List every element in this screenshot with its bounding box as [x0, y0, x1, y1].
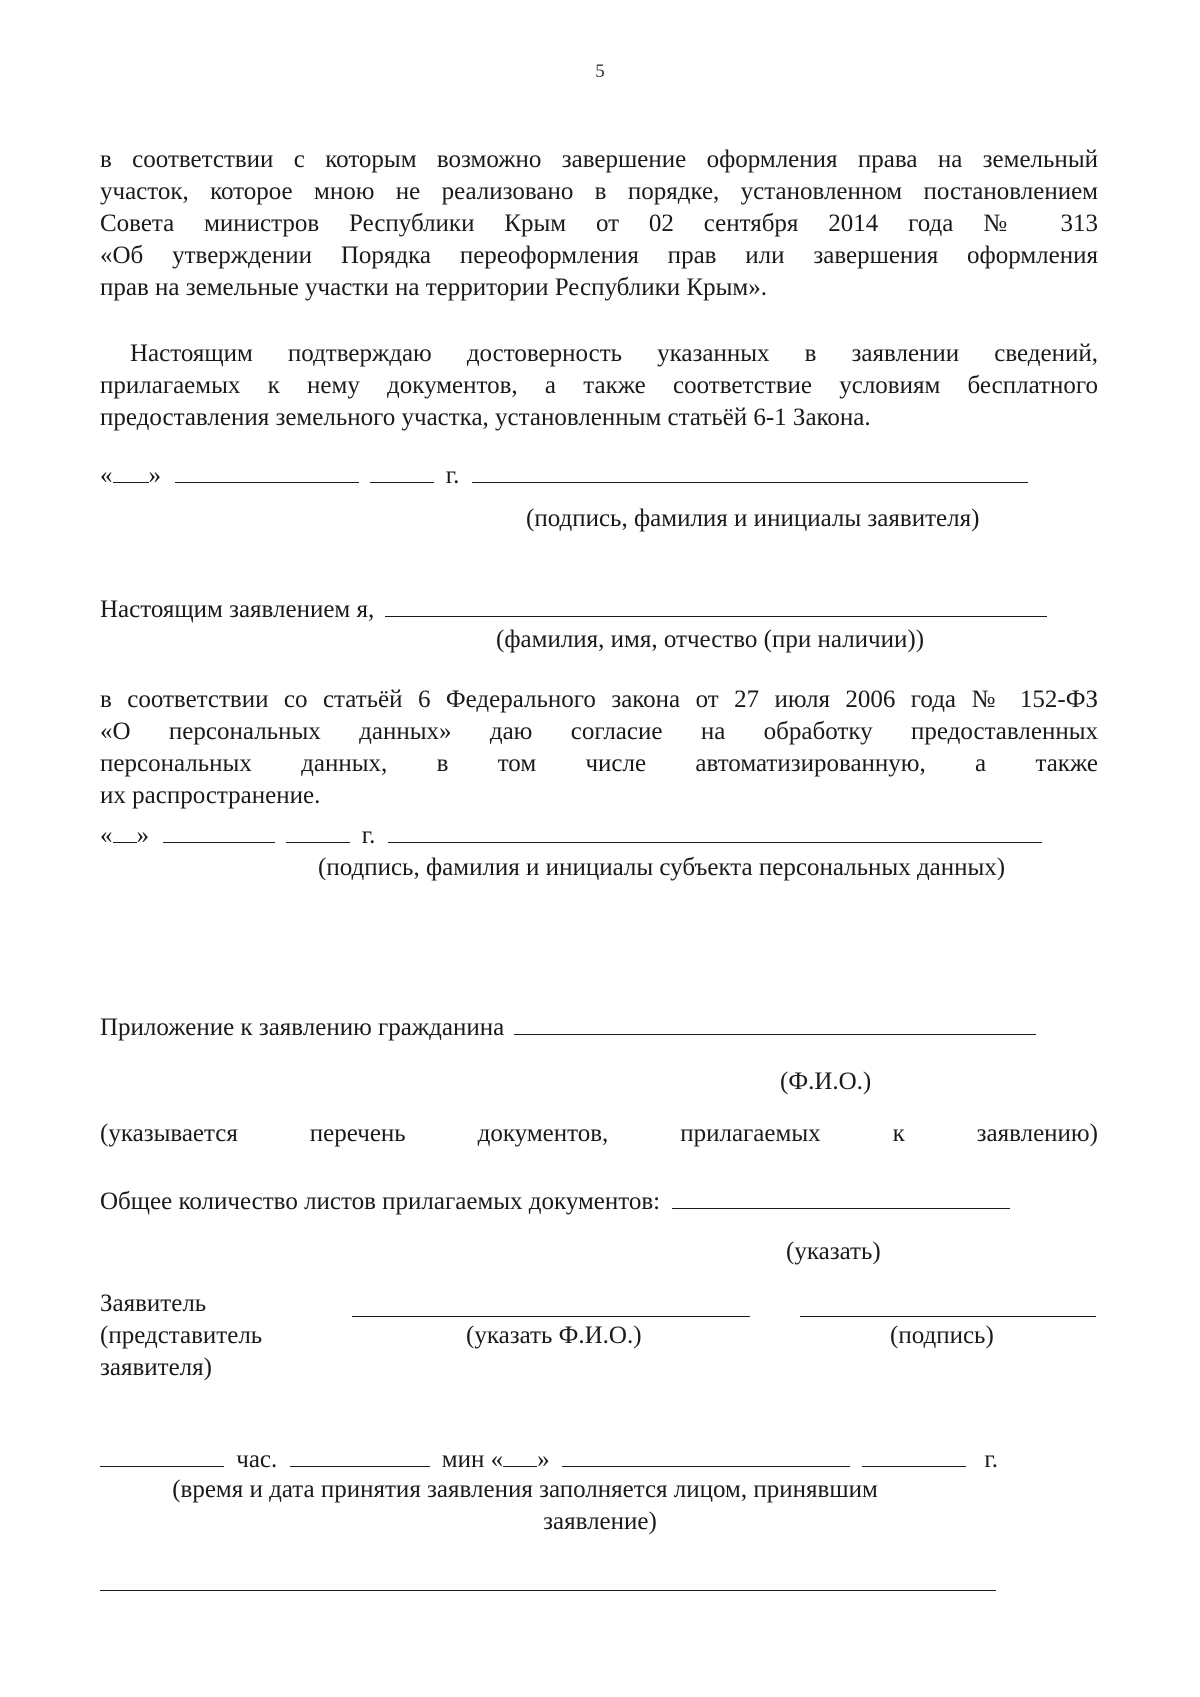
acceptance-row [100, 1442, 1098, 1474]
confirmation-line: Настоящим подтверждаю достоверность указанных в заявлении сведений, [130, 340, 1098, 367]
confirmation-line: предоставления земельного участка, установленным статьёй 6-1 Закона. [100, 404, 871, 431]
day-field[interactable] [113, 818, 137, 843]
date-close-quote: » [537, 1446, 550, 1473]
caption-word: прилагаемых [680, 1120, 821, 1147]
applicant-signature-caption: (подпись, фамилия и инициалы заявителя) [526, 505, 980, 532]
applicant-label [100, 1288, 262, 1384]
subject-signature-caption: (подпись, фамилия и инициалы субъекта персональных данных) [318, 854, 1006, 881]
attachment-row [100, 1010, 1098, 1042]
subject-signature-field[interactable] [388, 818, 1042, 843]
hour-label: час. [236, 1446, 278, 1473]
intro-line: участок, которое мною не реализовано в порядке, установленном постановлением [100, 178, 1098, 205]
attachment-label: Приложение к заявлению гражданина [100, 1014, 505, 1041]
date-open-quote: « [100, 462, 113, 489]
confirmation-date-row [100, 458, 1098, 490]
day-field[interactable] [113, 458, 149, 483]
minute-field[interactable] [290, 1442, 430, 1467]
sheets-count-label: Общее количество листов прилагаемых документов: [100, 1188, 661, 1215]
consent-date-row [100, 818, 1098, 850]
year-field[interactable] [862, 1442, 966, 1467]
consent-line: персональных данных, в том числе автоматизированную, а также [100, 750, 1098, 777]
consent-name-row [100, 592, 1098, 624]
citizen-name-field[interactable] [514, 1010, 1036, 1035]
documents-list-caption [100, 1118, 1098, 1150]
applicant-label-line: (представитель [100, 1322, 263, 1349]
caption-word: перечень [309, 1120, 406, 1147]
caption-word: (указывается [100, 1120, 238, 1147]
attachment-fio-caption: (Ф.И.О.) [780, 1068, 872, 1095]
applicant-fio-field[interactable] [352, 1316, 750, 1317]
applicant-signature-field[interactable] [800, 1316, 1096, 1317]
caption-word: заявлению) [976, 1120, 1098, 1147]
applicant-signature-caption: (подпись) [890, 1322, 994, 1349]
full-name-field[interactable] [385, 592, 1047, 617]
applicant-label-line: заявителя) [100, 1354, 212, 1381]
month-field[interactable] [163, 818, 275, 843]
month-field[interactable] [175, 458, 359, 483]
date-close-quote: » [148, 462, 161, 489]
minute-label: мин « [441, 1446, 504, 1473]
confirmation-line: прилагаемых к нему документов, а также соответствие условиям бесплатного [100, 372, 1098, 399]
intro-line: прав на земельные участки на территории Республики Крым». [100, 274, 767, 301]
applicant-label-line: Заявитель [100, 1290, 207, 1317]
intro-line: Совета министров Республики Крым от 02 сентября 2014 года № 313 [100, 210, 1098, 237]
month-field[interactable] [562, 1442, 850, 1467]
consent-line: в соответствии со статьёй 6 Федерального закона от 27 июля 2006 года № 152-ФЗ [100, 686, 1098, 713]
applicant-signature-field[interactable] [472, 458, 1028, 483]
sheets-count-row [100, 1184, 1098, 1216]
confirmation-paragraph [100, 338, 1098, 434]
caption-word: документов, [477, 1120, 609, 1147]
date-close-quote: » [136, 822, 149, 849]
caption-word: к [892, 1120, 905, 1147]
consent-line: их распространение. [100, 782, 321, 809]
hour-field[interactable] [100, 1442, 224, 1467]
page-number: 5 [595, 61, 605, 82]
year-suffix: г. [361, 822, 376, 849]
date-open-quote: « [100, 822, 113, 849]
sheets-count-caption: (указать) [786, 1238, 881, 1265]
acceptance-caption-line2: заявление) [543, 1508, 657, 1535]
intro-line: «Об утверждении Порядка переоформления прав или завершения оформления [100, 242, 1098, 269]
bottom-line [100, 1590, 996, 1591]
intro-line: в соответствии с которым возможно завершение оформления права на земельный [100, 146, 1098, 173]
consent-line: «О персональных данных» даю согласие на обработку предоставленных [100, 718, 1098, 745]
year-suffix: г. [445, 462, 460, 489]
intro-paragraph [100, 144, 1098, 304]
consent-intro-label: Настоящим заявлением я, [100, 596, 375, 623]
year-field[interactable] [286, 818, 350, 843]
sheets-count-field[interactable] [672, 1184, 1010, 1209]
acceptance-caption-line1: (время и дата принятия заявления заполняется лицом, принявшим [172, 1476, 878, 1503]
full-name-caption: (фамилия, имя, отчество (при наличии)) [496, 626, 925, 653]
consent-paragraph [100, 684, 1098, 812]
year-suffix: г. [984, 1446, 999, 1473]
applicant-fio-caption: (указать Ф.И.О.) [466, 1322, 642, 1349]
day-field[interactable] [503, 1442, 537, 1467]
year-field[interactable] [370, 458, 434, 483]
